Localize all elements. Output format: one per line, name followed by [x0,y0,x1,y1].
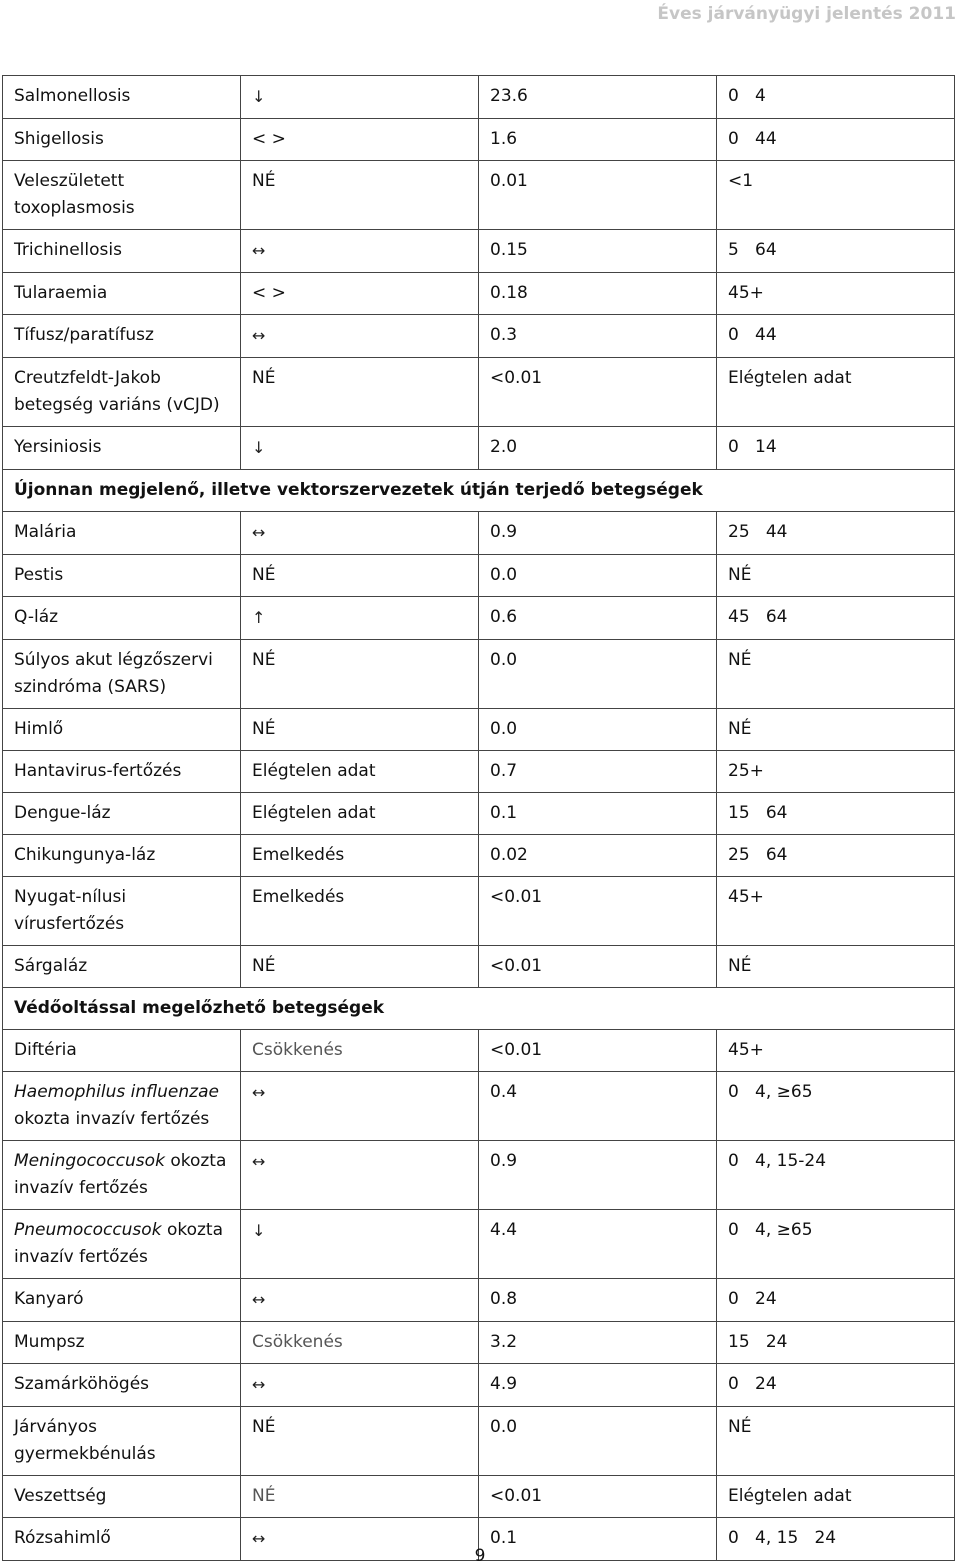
age-group-cell: 0 24 [717,1364,955,1407]
table-row [3,555,955,597]
disease-name-cell [3,877,241,946]
trend-cell [241,946,479,988]
up-arrow-icon: ↑ [252,608,266,627]
disease-name: Creutzfeldt-Jakob betegség variáns (vCJD) [14,368,220,415]
disease-name-cell [3,273,241,315]
disease-name-cell [3,751,241,793]
left-right-arrow-icon: ↔ [252,326,266,345]
table-row [3,709,955,751]
trend-cell [241,1141,479,1210]
rate-cell: 0.9 [479,1141,717,1210]
age-group-cell: 45+ [717,1030,955,1072]
age-group-cell: 0 44 [717,119,955,161]
rate-cell: 0.4 [479,1072,717,1141]
trend-text: NÉ [252,171,276,191]
disease-name-cell [3,1279,241,1322]
disease-name: Mumpsz [14,1332,85,1352]
rate-cell: 0.1 [479,1518,717,1561]
disease-name: Salmonellosis [14,86,131,106]
table-row [3,427,955,470]
trend-text: NÉ [252,956,276,976]
table-row [3,1279,955,1322]
page-number: 9 [474,1546,486,1566]
trend-cell [241,751,479,793]
disease-name: Himlő [14,719,64,739]
trend-cell [241,1210,479,1279]
trend-text: Elégtelen adat [252,803,376,823]
disease-name: Nyugat-nílusi vírusfertőzés [14,887,127,934]
table-row [3,835,955,877]
trend-cell [241,161,479,230]
rate-cell: <0.01 [479,1476,717,1518]
disease-name-cell [3,1030,241,1072]
rate-cell: 2.0 [479,427,717,470]
pathogen-name: Meningococcusok [14,1151,165,1171]
table-row [3,1072,955,1141]
age-group-cell: 25 64 [717,835,955,877]
down-arrow-icon: ↓ [252,1221,266,1240]
trend-cell [241,709,479,751]
disease-name-cell [3,76,241,119]
disease-name-cell [3,1407,241,1476]
disease-name: Pestis [14,565,64,585]
age-group-cell: Elégtelen adat [717,1476,955,1518]
trend-cell [241,1279,479,1322]
disease-name-cell [3,119,241,161]
table-row [3,512,955,555]
down-arrow-icon: ↓ [252,438,266,457]
trend-text: NÉ [252,1417,276,1437]
table-row [3,119,955,161]
trend-cell [241,877,479,946]
trend-cell [241,1030,479,1072]
trend-cell [241,1364,479,1407]
trend-cell [241,1322,479,1364]
age-group-cell: 15 24 [717,1322,955,1364]
trend-cell [241,1476,479,1518]
disease-name-cell [3,555,241,597]
trend-cell [241,512,479,555]
disease-name-cell [3,946,241,988]
disease-name: Malária [14,522,77,542]
table-row [3,76,955,119]
table-row [3,1476,955,1518]
left-right-arrow-icon: ↔ [252,241,266,260]
section-title: Védőoltással megelőzhető betegségek [3,988,955,1030]
rate-cell: 0.18 [479,273,717,315]
section-header-row [3,988,955,1030]
rate-cell: 23.6 [479,76,717,119]
rate-cell: 1.6 [479,119,717,161]
disease-name-cell [3,835,241,877]
disease-name: Tífusz/paratífusz [14,325,154,345]
age-group-cell: NÉ [717,640,955,709]
table-row [3,877,955,946]
disease-name-cell [3,230,241,273]
age-group-cell: NÉ [717,1407,955,1476]
age-group-cell: 45+ [717,877,955,946]
disease-name-cell [3,597,241,640]
rate-cell: 0.6 [479,597,717,640]
left-right-arrow-icon: ↔ [252,1529,266,1548]
table-row [3,1322,955,1364]
disease-name: Veszettség [14,1486,107,1506]
disease-name: Járványos gyermekbénulás [14,1417,156,1464]
age-group-cell: 0 14 [717,427,955,470]
trend-cell [241,793,479,835]
table-row [3,1210,955,1279]
trend-cell [241,555,479,597]
down-arrow-icon: ↓ [252,87,266,106]
disease-table-body [3,76,955,1561]
age-group-cell: 25+ [717,751,955,793]
trend-cell [241,1407,479,1476]
disease-name: Kanyaró [14,1289,84,1309]
rate-cell: 0.1 [479,793,717,835]
rate-cell: 0.15 [479,230,717,273]
disease-name-cell [3,427,241,470]
disease-name: Q-láz [14,607,59,627]
pathogen-name: Pneumococcusok [14,1220,162,1240]
disease-name: Dengue-láz [14,803,111,823]
disease-name: Szamárköhögés [14,1374,150,1394]
disease-name-cell [3,1072,241,1141]
age-group-cell: 25 44 [717,512,955,555]
trend-text: < > [252,129,286,149]
trend-cell [241,273,479,315]
trend-cell [241,597,479,640]
disease-name: Rózsahimlő [14,1528,111,1548]
table-row [3,1141,955,1210]
left-right-arrow-icon: ↔ [252,1375,266,1394]
rate-cell: 0.0 [479,555,717,597]
age-group-cell: Elégtelen adat [717,358,955,427]
trend-cell [241,230,479,273]
rate-cell: 3.2 [479,1322,717,1364]
trend-cell [241,76,479,119]
trend-text: NÉ [252,565,276,585]
age-group-cell: 0 4, 15-24 [717,1141,955,1210]
table-row [3,751,955,793]
age-group-cell: NÉ [717,555,955,597]
section-title: Újonnan megjelenő, illetve vektorszervezetek útján terjedő betegségek [3,470,955,512]
table-row [3,793,955,835]
trend-cell [241,119,479,161]
age-group-cell: 0 4, ≥65 [717,1210,955,1279]
age-group-cell: 0 44 [717,315,955,358]
rate-cell: 0.9 [479,512,717,555]
disease-name-cell [3,1141,241,1210]
age-group-cell: 0 4 [717,76,955,119]
table-row [3,1030,955,1072]
rate-cell: 0.02 [479,835,717,877]
trend-text: NÉ [252,368,276,388]
table-row [3,1407,955,1476]
disease-name-cell [3,1476,241,1518]
disease-name-cell [3,161,241,230]
trend-text: Emelkedés [252,887,345,907]
age-group-cell: 45+ [717,273,955,315]
rate-cell: 0.0 [479,709,717,751]
trend-text: Csökkenés [252,1040,343,1060]
disease-name: Trichinellosis [14,240,122,260]
disease-table [2,75,955,1561]
trend-text: NÉ [252,650,276,670]
age-group-cell: NÉ [717,946,955,988]
rate-cell: 0.8 [479,1279,717,1322]
trend-text: NÉ [252,719,276,739]
trend-cell [241,358,479,427]
table-row [3,358,955,427]
trend-cell [241,640,479,709]
disease-name-cell [3,640,241,709]
rate-cell: <0.01 [479,946,717,988]
trend-text: Csökkenés [252,1332,343,1352]
disease-name: Yersiniosis [14,437,102,457]
left-right-arrow-icon: ↔ [252,1083,266,1102]
disease-name-cell [3,1322,241,1364]
left-right-arrow-icon: ↔ [252,523,266,542]
trend-cell [241,1072,479,1141]
age-group-cell: 0 4, 15 24 [717,1518,955,1561]
disease-name-cell [3,793,241,835]
rate-cell: 4.4 [479,1210,717,1279]
table-row [3,230,955,273]
age-group-cell: 5 64 [717,230,955,273]
trend-text: NÉ [252,1486,276,1506]
rate-cell: <0.01 [479,1030,717,1072]
left-right-arrow-icon: ↔ [252,1290,266,1309]
disease-name-cell [3,358,241,427]
rate-cell: 0.0 [479,640,717,709]
trend-cell [241,427,479,470]
disease-name-cell [3,1210,241,1279]
rate-cell: 0.0 [479,1407,717,1476]
rate-cell: <0.01 [479,358,717,427]
trend-text: < > [252,283,286,303]
disease-name-cell [3,1364,241,1407]
table-row [3,640,955,709]
rate-cell: 0.7 [479,751,717,793]
trend-text: Elégtelen adat [252,761,376,781]
disease-name: Veleszületett toxoplasmosis [14,171,135,218]
disease-name-cell [3,315,241,358]
disease-name: okozta invazív fertőzés [14,1220,223,1267]
rate-cell: 4.9 [479,1364,717,1407]
disease-name: Sárgaláz [14,956,88,976]
age-group-cell: 0 4, ≥65 [717,1072,955,1141]
rate-cell: 0.3 [479,315,717,358]
trend-text: Emelkedés [252,845,345,865]
age-group-cell: 45 64 [717,597,955,640]
age-group-cell: <1 [717,161,955,230]
disease-name: Tularaemia [14,283,108,303]
table-row [3,161,955,230]
rate-cell: 0.01 [479,161,717,230]
age-group-cell: 0 24 [717,1279,955,1322]
left-right-arrow-icon: ↔ [252,1152,266,1171]
disease-name: okozta invazív fertőzés [14,1109,210,1129]
running-header: Éves járványügyi jelentés 2011 [657,4,956,24]
trend-cell [241,835,479,877]
disease-name: Shigellosis [14,129,104,149]
table-row [3,1364,955,1407]
disease-name: Diftéria [14,1040,77,1060]
trend-cell [241,315,479,358]
table-row [3,315,955,358]
disease-name-cell [3,709,241,751]
disease-name-cell [3,512,241,555]
disease-name: Súlyos akut légzőszervi szindróma (SARS) [14,650,213,697]
pathogen-name: Haemophilus influenzae [14,1082,219,1102]
table-row [3,273,955,315]
age-group-cell: 15 64 [717,793,955,835]
rate-cell: <0.01 [479,877,717,946]
age-group-cell: NÉ [717,709,955,751]
disease-name: Chikungunya-láz [14,845,156,865]
disease-name: okozta invazív fertőzés [14,1151,227,1198]
disease-name: Hantavirus-fertőzés [14,761,182,781]
section-header-row [3,470,955,512]
table-row [3,597,955,640]
table-row [3,946,955,988]
